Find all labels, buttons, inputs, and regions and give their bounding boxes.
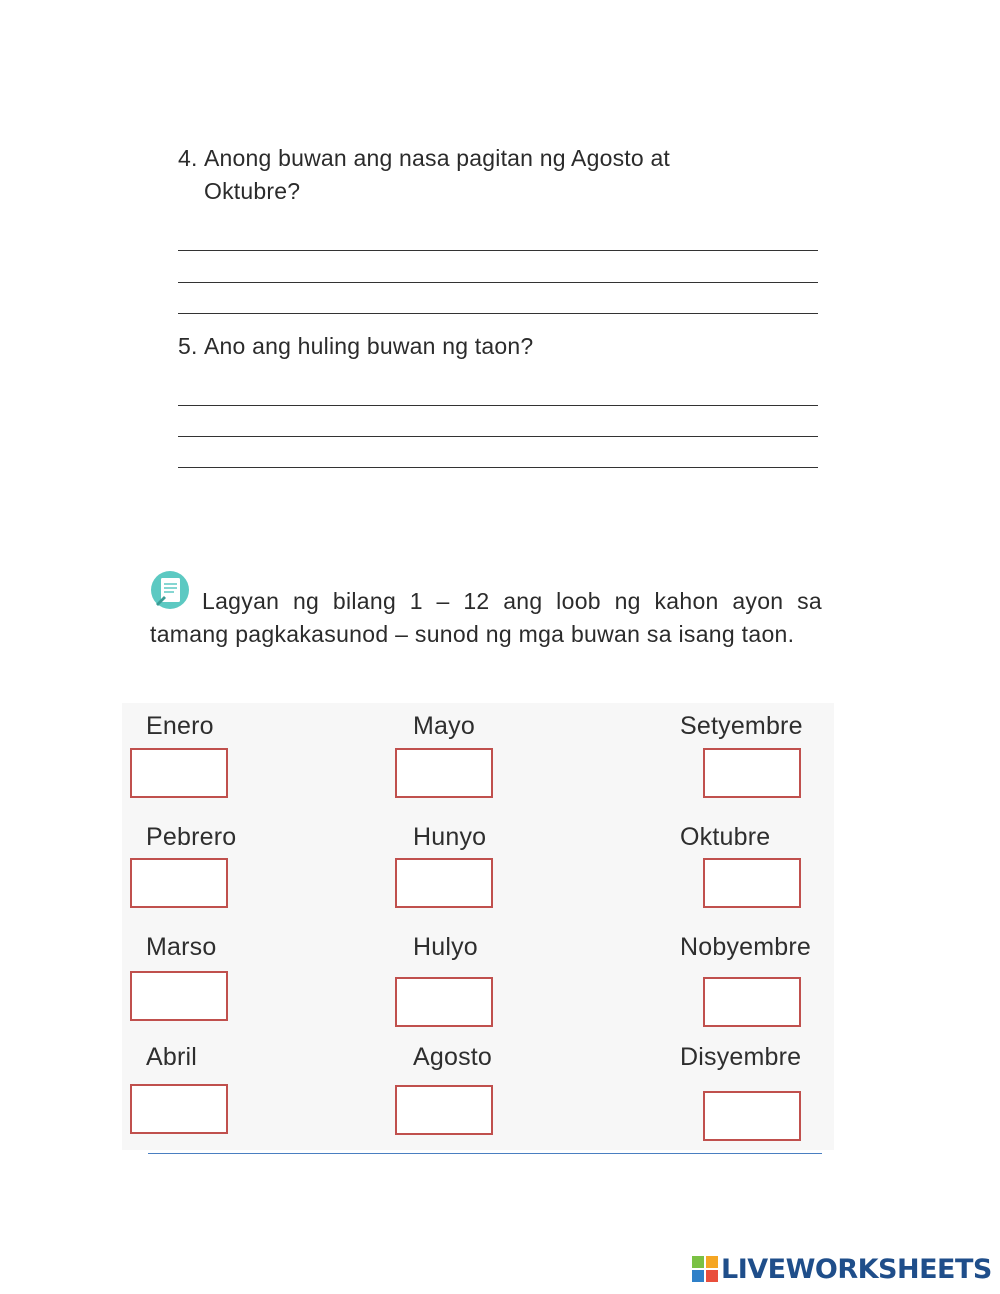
month-label-disyembre: Disyembre [680,1043,802,1071]
answer-line-5-1[interactable] [178,405,818,406]
month-label-setyembre: Setyembre [680,712,803,740]
liveworksheets-logo-icon [692,1256,718,1282]
answer-line-4-2[interactable] [178,282,818,283]
month-label-marso: Marso [146,933,217,961]
answer-box-hunyo[interactable] [395,858,493,908]
answer-box-abril[interactable] [130,1084,228,1134]
answer-box-agosto[interactable] [395,1085,493,1135]
answer-line-4-1[interactable] [178,250,818,251]
month-label-hunyo: Hunyo [413,823,487,851]
answer-box-setyembre[interactable] [703,748,801,798]
answer-box-mayo[interactable] [395,748,493,798]
answer-box-hulyo[interactable] [395,977,493,1027]
question-4 [178,142,670,208]
question-4-text-line2: Oktubre? [204,178,301,204]
answer-box-oktubre[interactable] [703,858,801,908]
answer-box-disyembre[interactable] [703,1091,801,1141]
month-label-enero: Enero [146,712,214,740]
month-label-mayo: Mayo [413,712,475,740]
question-5-number: 5. [178,333,198,359]
brand-text: LIVEWORKSHEETS [721,1253,992,1285]
instruction-text [150,585,822,651]
instruction-text-body: Lagyan ng bilang 1 – 12 ang loob ng kahon ayon sa tamang pagkakasunod – sunod ng mga buwan sa isang taon. [150,588,822,647]
question-4-number: 4. [178,145,198,171]
answer-box-nobyembre[interactable] [703,977,801,1027]
month-label-agosto: Agosto [413,1043,493,1071]
liveworksheets-brand[interactable] [692,1254,992,1284]
answer-box-pebrero[interactable] [130,858,228,908]
month-label-oktubre: Oktubre [680,823,771,851]
question-5-text: Ano ang huling buwan ng taon? [204,333,534,359]
answer-box-marso[interactable] [130,971,228,1021]
answer-box-enero[interactable] [130,748,228,798]
question-5 [178,330,533,363]
answer-line-5-3[interactable] [178,467,818,468]
month-label-hulyo: Hulyo [413,933,478,961]
month-label-pebrero: Pebrero [146,823,237,851]
question-4-text-line1: Anong buwan ang nasa pagitan ng Agosto at [204,145,671,171]
answer-line-5-2[interactable] [178,436,818,437]
month-label-nobyembre: Nobyembre [680,933,812,961]
answer-line-4-3[interactable] [178,313,818,314]
month-label-abril: Abril [146,1043,198,1071]
divider-line [148,1153,822,1154]
